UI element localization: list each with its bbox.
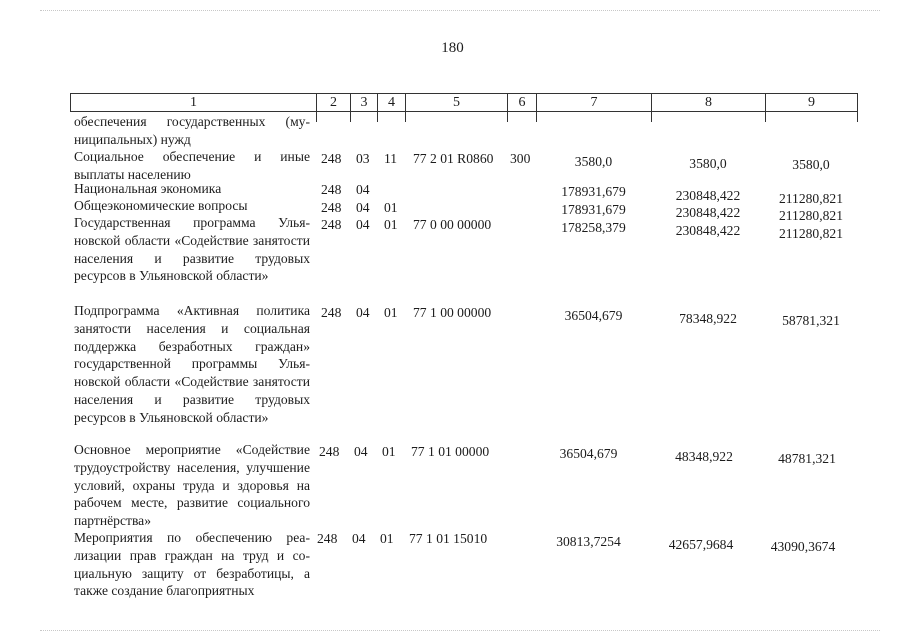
cell-amount-year3: 3580,0 <box>792 157 830 172</box>
cell-amount-year1: 3580,0 <box>574 154 613 169</box>
column-separator <box>316 112 317 122</box>
cell-admin-code: 248 <box>321 305 342 320</box>
cell-amount-year2: 78348,922 <box>679 311 737 326</box>
scan-noise-bottom <box>40 630 880 631</box>
column-separator <box>651 112 652 122</box>
cell-amount-year1: 178931,679 <box>561 202 626 217</box>
cell-subsection: 01 <box>382 444 396 459</box>
cell-amount-year2: 42657,9684 <box>668 537 734 552</box>
header-cell-1: 1 <box>70 93 316 112</box>
column-separator <box>507 112 508 122</box>
cell-admin-code: 248 <box>319 444 340 459</box>
row-description: Мероприятия по обеспечению реализации прав граждан на труд и социальную защиту от безработицы, а также создание благоприятных <box>74 530 310 599</box>
column-separator <box>857 112 858 122</box>
header-cell-6: 6 <box>507 93 536 112</box>
cell-subsection: 01 <box>384 217 398 232</box>
cell-amount-year3: 43090,3674 <box>770 539 836 554</box>
header-cell-3: 3 <box>350 93 377 112</box>
cell-section: 04 <box>356 305 370 320</box>
header-cell-2: 2 <box>316 93 350 112</box>
column-separator <box>350 112 351 122</box>
header-cell-4: 4 <box>377 93 405 112</box>
cell-subsection: 01 <box>384 200 398 215</box>
cell-subsection: 01 <box>380 531 394 546</box>
cell-amount-year1: 178931,679 <box>561 184 626 199</box>
cell-section: 03 <box>356 151 370 166</box>
column-separator <box>377 112 378 122</box>
scan-noise-top <box>40 10 880 11</box>
row-description: Общеэкономические вопросы <box>74 198 248 213</box>
cell-section: 04 <box>354 444 368 459</box>
cell-target-code: 77 1 01 00000 <box>411 444 490 459</box>
cell-section: 04 <box>352 531 366 546</box>
cell-section: 04 <box>356 217 370 232</box>
page-number: 180 <box>441 40 464 56</box>
cell-subsection: 01 <box>384 305 398 320</box>
header-cell-5: 5 <box>405 93 507 112</box>
cell-target-code: 77 0 00 00000 <box>413 217 492 232</box>
row-description: Социальное обеспечение и иные выплаты населению <box>74 149 310 182</box>
column-separator <box>765 112 766 122</box>
cell-subsection: 11 <box>384 151 398 166</box>
row-description: Подпрограмма «Активная политика занятости населения и социальная поддержка безработных граждан» государственной программы Ульяновской области «Содействие занятости населения и развитие трудовых ресурсов в Ульяновской области» <box>74 303 310 425</box>
row-description: Национальная экономика <box>74 181 222 196</box>
cell-amount-year2: 230848,422 <box>675 188 741 203</box>
column-separator <box>405 112 406 122</box>
cell-amount-year3: 211280,821 <box>778 226 844 241</box>
cell-target-code: 77 2 01 R0860 <box>413 151 494 166</box>
cell-amount-year3: 211280,821 <box>778 208 844 223</box>
cell-amount-year2: 230848,422 <box>675 223 741 238</box>
cell-amount-year2: 230848,422 <box>675 205 741 220</box>
cell-amount-year1: 36504,679 <box>564 308 623 323</box>
cell-amount-year1: 178258,379 <box>561 220 626 235</box>
table-row-description: обеспечения государственных (муниципальных) нужд <box>74 114 310 147</box>
cell-expense-type: 300 <box>510 151 531 166</box>
cell-amount-year1: 30813,7254 <box>556 534 621 549</box>
cell-admin-code: 248 <box>321 151 342 166</box>
cell-target-code: 77 1 01 15010 <box>409 531 488 546</box>
header-cell-9: 9 <box>765 93 857 112</box>
cell-amount-year1: 36504,679 <box>559 446 618 461</box>
cell-admin-code: 248 <box>321 200 342 215</box>
cell-section: 04 <box>356 182 370 197</box>
cell-amount-year3: 48781,321 <box>778 451 836 466</box>
cell-admin-code: 248 <box>317 531 338 546</box>
cell-target-code: 77 1 00 00000 <box>413 305 492 320</box>
cell-admin-code: 248 <box>321 182 342 197</box>
cell-amount-year3: 58781,321 <box>782 313 840 328</box>
cell-amount-year2: 3580,0 <box>689 156 727 171</box>
row-description: Основное мероприятие «Содействие трудоустройству населения, улучшение условий, охраны труда и здоровья на рабочем месте, развитие социального партнёрства» <box>74 442 310 529</box>
cell-amount-year3: 211280,821 <box>778 191 844 206</box>
cell-amount-year2: 48348,922 <box>675 449 733 464</box>
cell-section: 04 <box>356 200 370 215</box>
header-border-right <box>857 93 858 112</box>
column-separator <box>536 112 537 122</box>
row-description: Государственная программа Ульяновской области «Содействие занятости населения и развитие трудовых ресурсов в Ульяновской области» <box>74 215 310 284</box>
header-cell-7: 7 <box>536 93 651 112</box>
cell-admin-code: 248 <box>321 217 342 232</box>
header-cell-8: 8 <box>651 93 765 112</box>
